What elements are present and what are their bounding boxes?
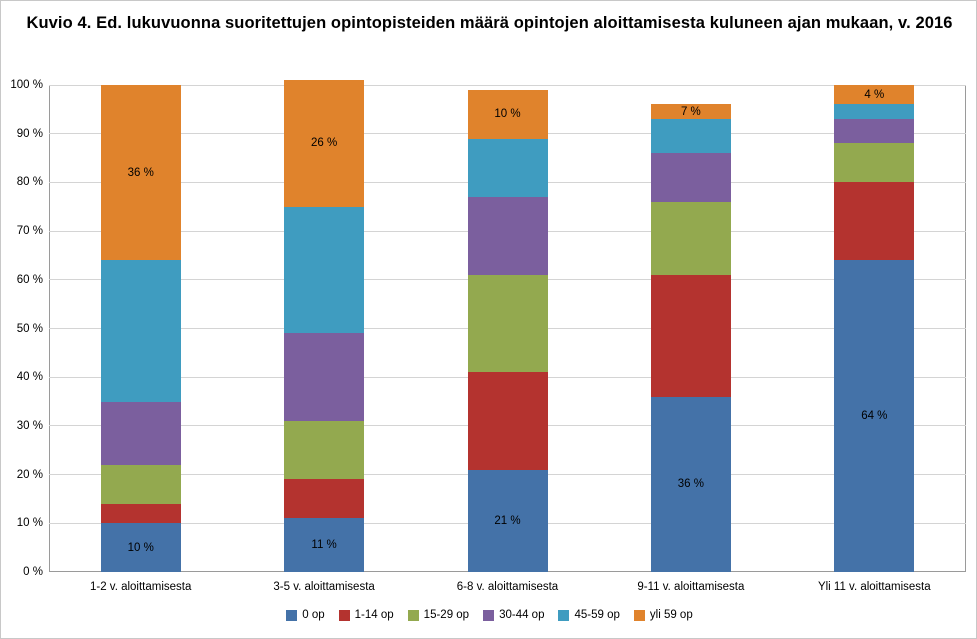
y-tick-label: 90 % [16, 127, 43, 140]
bar-segment-label: 10 % [127, 541, 154, 554]
legend-item[interactable] [408, 609, 469, 621]
bar-segment[interactable] [284, 421, 364, 479]
y-tick-label: 100 % [10, 79, 43, 91]
bar-segment-label: 10 % [494, 108, 521, 121]
y-tick-label: 30 % [16, 419, 43, 432]
legend-item[interactable] [634, 609, 693, 621]
bar-segment[interactable] [468, 139, 548, 197]
bar-segment-label: 36 % [677, 478, 704, 491]
bar-segment[interactable] [834, 104, 914, 119]
bar-segment[interactable] [834, 260, 914, 572]
bar-segment[interactable] [101, 85, 181, 260]
bar-segment-label: 4 % [864, 88, 885, 101]
legend-swatch [408, 610, 419, 621]
stacked-bar[interactable] [456, 85, 559, 593]
y-tick-label: 60 % [16, 273, 43, 286]
legend-label: 45-59 op [574, 609, 620, 621]
bar-segment[interactable] [834, 85, 914, 104]
bar-segment[interactable] [284, 80, 364, 207]
bar-segment[interactable] [651, 153, 731, 202]
y-tick-label: 20 % [16, 468, 43, 481]
bar-segment[interactable] [468, 90, 548, 139]
x-tick-label: Yli 11 v. aloittamisesta [817, 581, 931, 593]
stacked-bar[interactable] [89, 85, 192, 593]
chart-legend [1, 609, 977, 621]
bar-segment-label: 7 % [680, 105, 701, 118]
plot-area [10, 79, 966, 593]
y-tick-label: 50 % [16, 322, 43, 335]
bar-segment[interactable] [101, 523, 181, 572]
bar-segment[interactable] [284, 518, 364, 572]
y-tick-label: 70 % [16, 225, 43, 238]
bar-segment[interactable] [651, 202, 731, 275]
legend-swatch [339, 610, 350, 621]
y-tick-label: 80 % [16, 176, 43, 189]
y-tick-label: 0 % [23, 566, 43, 578]
x-tick-label: 6-8 v. aloittamisesta [456, 581, 559, 593]
bar-segment-label: 26 % [310, 137, 338, 150]
chart-title: Kuvio 4. Ed. lukuvuonna suoritettujen opintopisteiden määrä opintojen aloittamisesta kuluneen ajan mukaan, v. 2016 [26, 14, 953, 32]
bar-segment[interactable] [284, 207, 364, 334]
bar-segment[interactable] [651, 119, 731, 153]
bar-segment[interactable] [468, 470, 548, 572]
bar-segment[interactable] [101, 402, 181, 465]
bar-segment-label: 64 % [861, 410, 888, 423]
bar-segment[interactable] [834, 182, 914, 260]
bar-segment-label: 36 % [127, 166, 154, 179]
bar-segment-label: 21 % [494, 514, 521, 527]
stacked-bar[interactable] [817, 85, 931, 593]
bar-segment[interactable] [101, 465, 181, 504]
bar-segment[interactable] [284, 479, 364, 518]
bar-segment[interactable] [834, 119, 914, 143]
legend-item[interactable] [286, 609, 324, 621]
bar-segment[interactable] [468, 197, 548, 275]
legend-item[interactable] [339, 609, 394, 621]
bar-segment[interactable] [284, 333, 364, 421]
legend-swatch [286, 610, 297, 621]
bar-segment[interactable] [101, 504, 181, 523]
legend-item[interactable] [483, 609, 544, 621]
legend-swatch [558, 610, 569, 621]
bar-segment[interactable] [651, 104, 731, 119]
legend-label: 30-44 op [499, 609, 545, 621]
y-tick-label: 40 % [16, 371, 43, 384]
legend-label: 1-14 op [354, 609, 394, 621]
legend-swatch [483, 610, 494, 621]
legend-label: yli 59 op [649, 609, 693, 621]
stacked-bar[interactable] [273, 85, 375, 593]
x-tick-label: 1-2 v. aloittamisesta [89, 581, 192, 593]
legend-label: 0 op [302, 609, 325, 621]
bar-segment-label: 11 % [311, 539, 337, 552]
bar-segment[interactable] [101, 260, 181, 401]
x-tick-label: 3-5 v. aloittamisesta [273, 581, 375, 593]
bar-segment[interactable] [468, 275, 548, 372]
bar-segment[interactable] [651, 275, 731, 397]
legend-item[interactable] [558, 609, 619, 621]
x-tick-label: 9-11 v. aloittamisesta [637, 581, 745, 593]
bar-segment[interactable] [651, 397, 731, 572]
y-tick-label: 10 % [16, 517, 43, 530]
bar-segment[interactable] [468, 372, 548, 469]
stacked-bar[interactable] [637, 85, 745, 593]
legend-swatch [634, 610, 645, 621]
bar-segment[interactable] [834, 143, 914, 182]
legend-label: 15-29 op [423, 609, 470, 621]
